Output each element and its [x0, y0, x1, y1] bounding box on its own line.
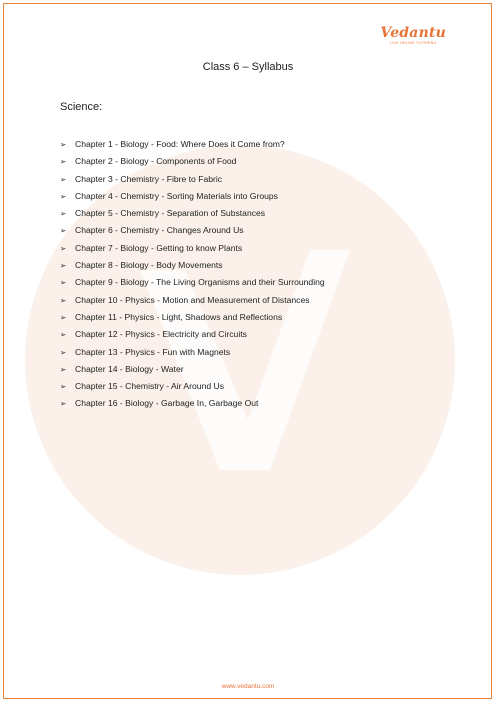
- arrow-bullet-icon: ➢: [60, 330, 67, 340]
- arrow-bullet-icon: ➢: [60, 226, 67, 236]
- chapter-label: Chapter 9 - Biology - The Living Organisms and their Surrounding: [75, 277, 325, 288]
- list-item: [60, 153, 325, 170]
- chapter-label: Chapter 13 - Physics - Fun with Magnets: [75, 346, 231, 357]
- chapter-label: Chapter 4 - Chemistry - Sorting Materials into Groups: [75, 190, 278, 201]
- arrow-bullet-icon: ➢: [60, 243, 67, 253]
- list-item: [60, 326, 325, 343]
- arrow-bullet-icon: ➢: [60, 312, 67, 322]
- list-item: [60, 274, 325, 291]
- list-item: [60, 205, 325, 222]
- chapter-label: Chapter 14 - Biology - Water: [75, 363, 184, 374]
- list-item: [60, 292, 325, 309]
- chapter-label: Chapter 7 - Biology - Getting to know Plants: [75, 242, 243, 253]
- arrow-bullet-icon: ➢: [60, 382, 67, 392]
- list-item: [60, 378, 325, 395]
- chapter-label: Chapter 11 - Physics - Light, Shadows and Reflections: [75, 311, 283, 322]
- chapter-label: Chapter 16 - Biology - Garbage In, Garbage Out: [75, 398, 259, 409]
- arrow-bullet-icon: ➢: [60, 295, 67, 305]
- arrow-bullet-icon: ➢: [60, 278, 67, 288]
- list-item: [60, 240, 325, 257]
- list-item: [60, 257, 325, 274]
- list-item: [60, 361, 325, 378]
- page-title: Class 6 – Syllabus: [202, 61, 294, 73]
- chapter-label: Chapter 2 - Biology - Components of Food: [75, 156, 237, 167]
- list-item: [60, 309, 325, 326]
- subject-heading: Science:: [60, 101, 103, 113]
- chapter-label: Chapter 15 - Chemistry - Air Around Us: [75, 381, 225, 392]
- arrow-bullet-icon: ➢: [60, 157, 67, 167]
- chapter-label: Chapter 8 - Biology - Body Movements: [75, 260, 223, 271]
- arrow-bullet-icon: ➢: [60, 261, 67, 271]
- chapter-label: Chapter 10 - Physics - Motion and Measurement of Distances: [75, 294, 310, 305]
- chapter-label: Chapter 1 - Biology - Food: Where Does it Come from?: [75, 139, 285, 149]
- arrow-bullet-icon: ➢: [60, 399, 67, 409]
- list-item: [60, 395, 325, 412]
- logo-tagline: LIVE ONLINE TUTORING: [389, 41, 437, 45]
- arrow-bullet-icon: ➢: [60, 209, 67, 219]
- chapter-list: [60, 136, 325, 413]
- footer-url[interactable]: www.vedantu.com: [221, 683, 275, 690]
- list-item: [60, 222, 325, 239]
- arrow-bullet-icon: ➢: [60, 364, 67, 374]
- arrow-bullet-icon: ➢: [60, 191, 67, 201]
- list-item: [60, 171, 325, 188]
- arrow-bullet-icon: ➢: [60, 140, 67, 149]
- arrow-bullet-icon: ➢: [60, 347, 67, 357]
- logo-wordmark: Vedantu: [380, 25, 446, 41]
- list-item: [60, 344, 325, 361]
- chapter-label: Chapter 5 - Chemistry - Separation of Substances: [75, 208, 266, 219]
- chapter-label: Chapter 12 - Physics - Electricity and Circuits: [75, 329, 247, 340]
- chapter-label: Chapter 6 - Chemistry - Changes Around Us: [75, 225, 244, 236]
- list-item: [60, 188, 325, 205]
- brand-logo: [380, 26, 446, 45]
- chapter-label: Chapter 3 - Chemistry - Fibre to Fabric: [75, 173, 223, 184]
- arrow-bullet-icon: ➢: [60, 174, 67, 184]
- list-item: [60, 136, 325, 153]
